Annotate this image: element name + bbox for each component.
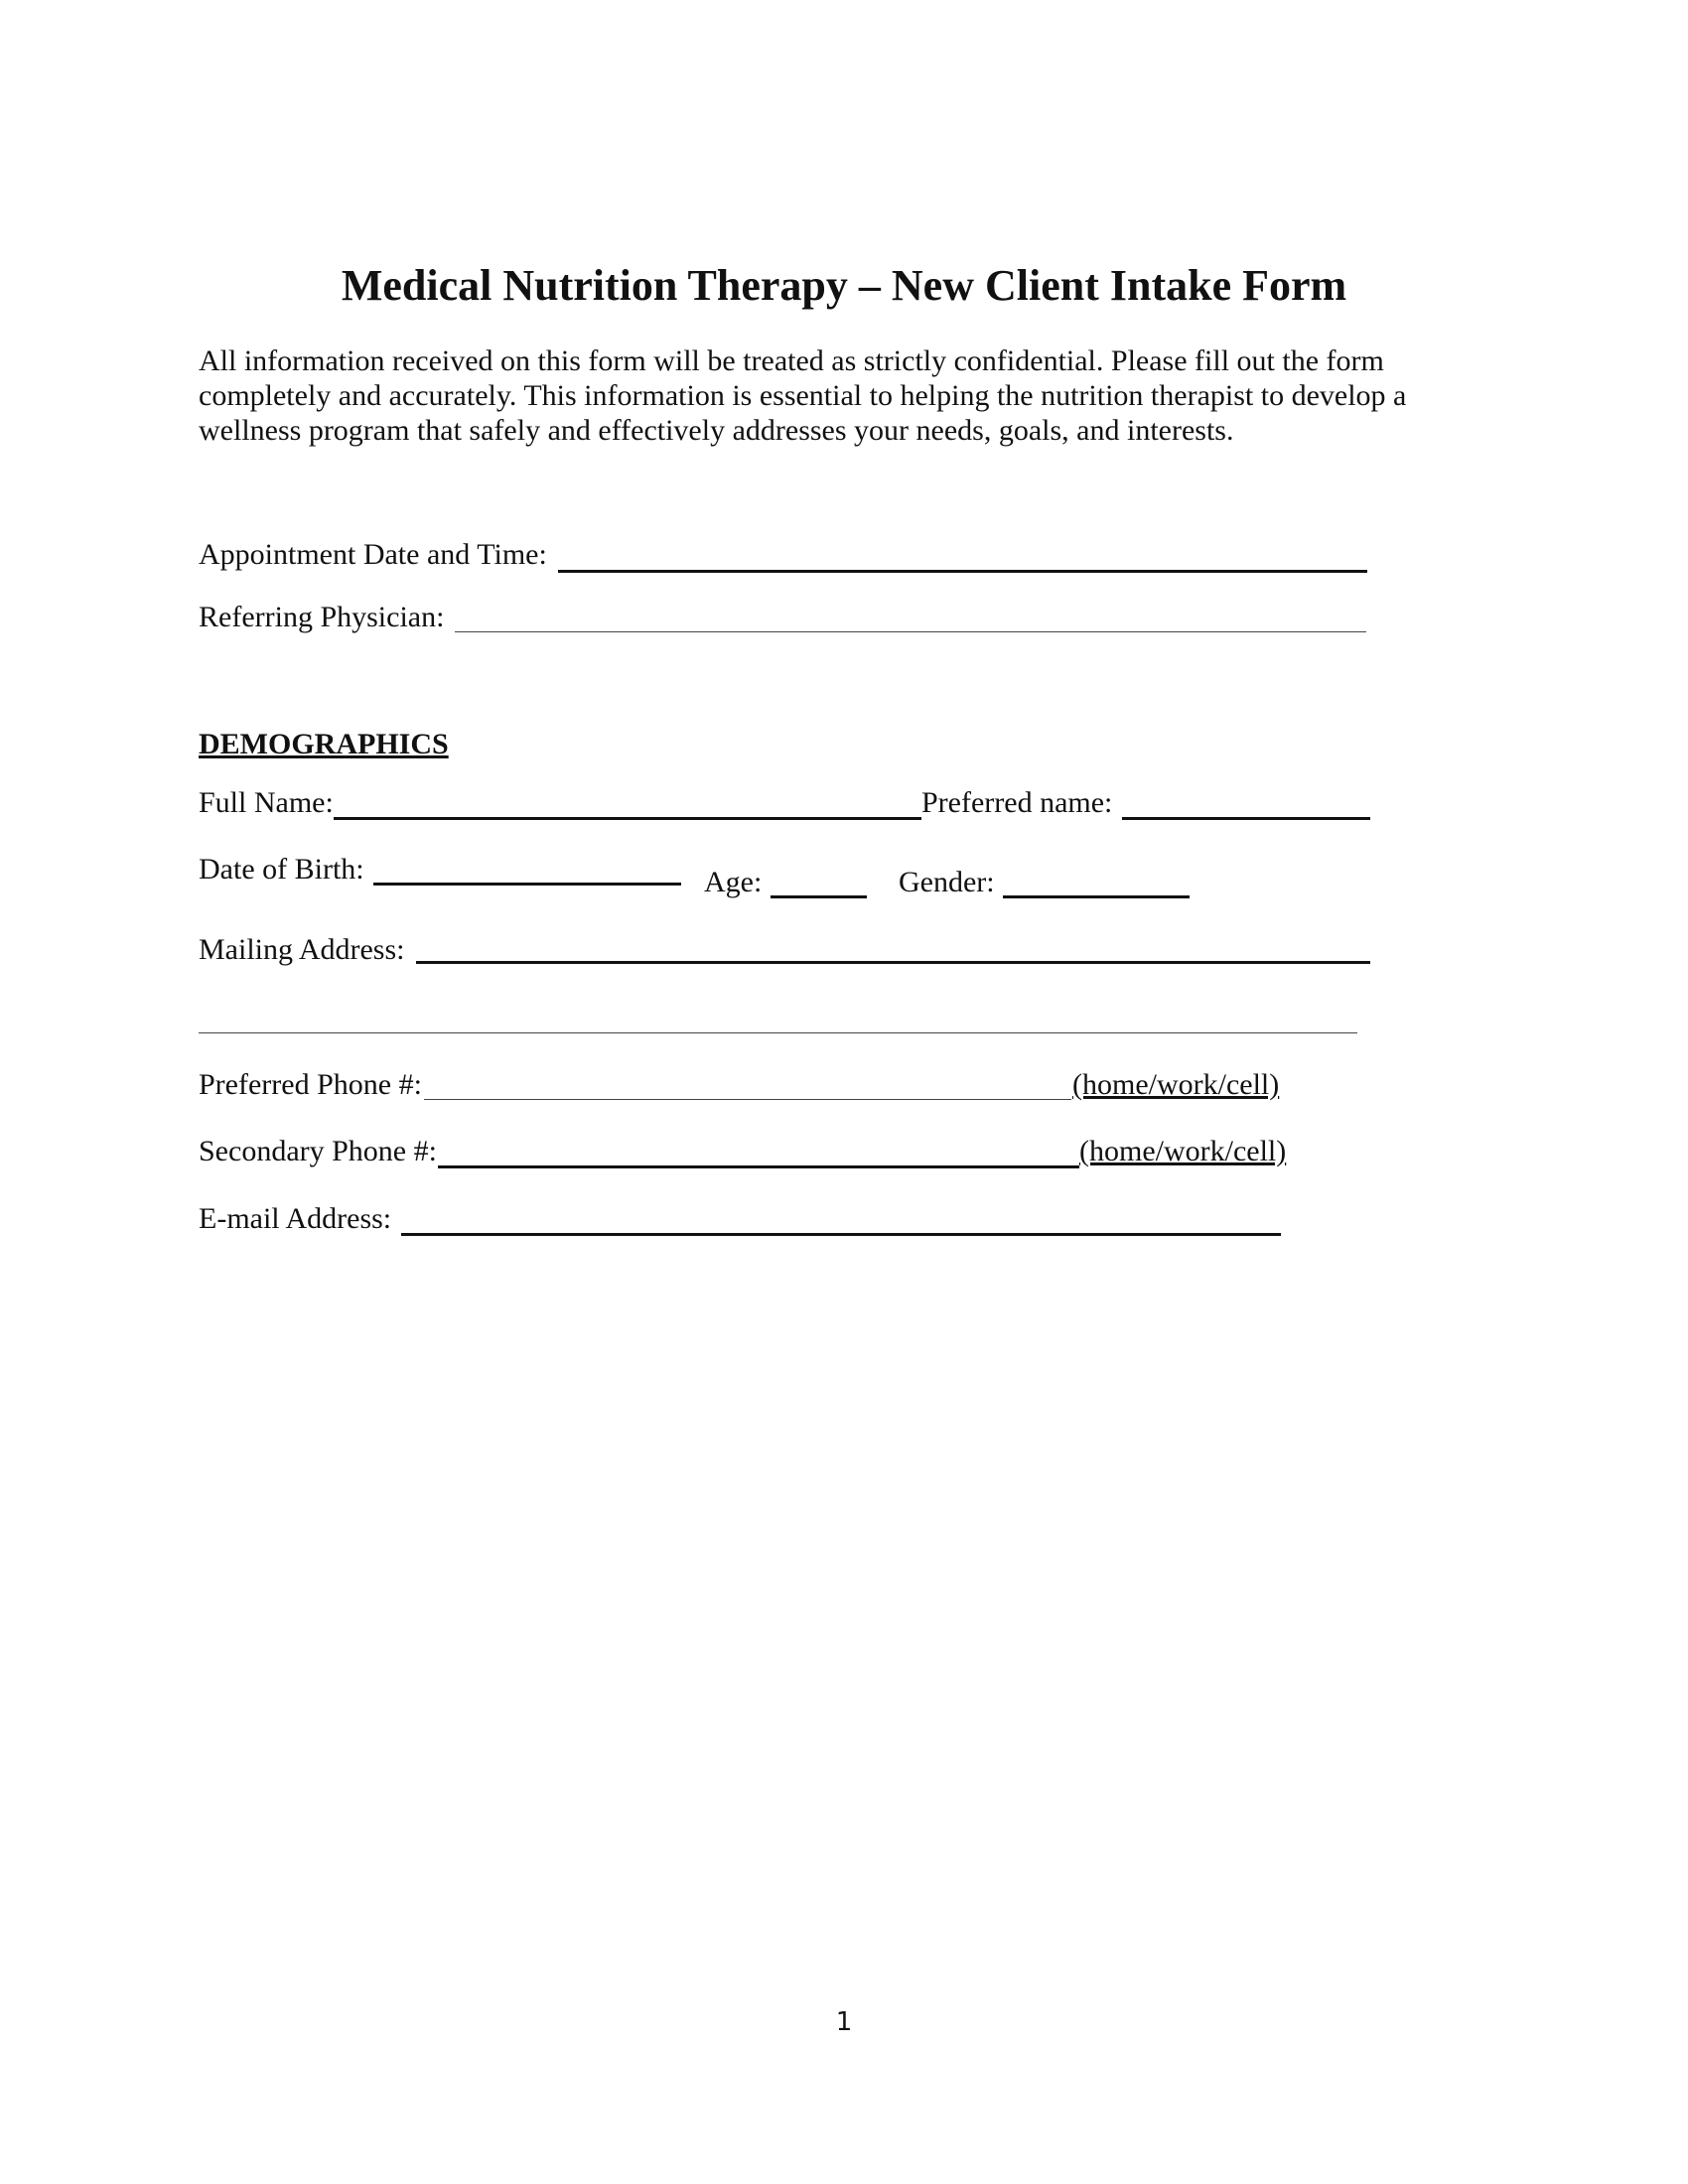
physician-label: Referring Physician: [199, 601, 445, 633]
page-number: 1 [835, 2007, 853, 2037]
full-name-label: Full Name: [199, 786, 334, 819]
demographics-heading: DEMOGRAPHICS [199, 728, 449, 760]
form-title: Medical Nutrition Therapy – New Client Intake Form [341, 261, 1347, 310]
email-label: E-mail Address: [199, 1202, 392, 1235]
preferred-phone-label: Preferred Phone #: [199, 1068, 422, 1101]
email-field[interactable] [401, 1233, 1281, 1236]
secondary-phone-field[interactable] [438, 1165, 1079, 1168]
preferred-phone-field[interactable] [424, 1099, 1071, 1100]
intro-paragraph: All information received on this form will be treated as strictly confidential. Please fill out the form completely and accurately. This information is essential to helping the nutrition therapist to develop a wellness program that safely and effectively addresses your needs, goals, and interests. [199, 344, 1407, 447]
appointment-field[interactable] [558, 570, 1367, 573]
age-label: Age: [704, 866, 763, 898]
gender-field[interactable] [1003, 895, 1190, 898]
mailing-address-field[interactable] [416, 961, 1370, 964]
dob-label: Date of Birth: [199, 853, 364, 886]
preferred-phone-type: (home/work/cell) [1072, 1068, 1280, 1101]
secondary-phone-type: (home/work/cell) [1079, 1135, 1287, 1167]
appointment-label: Appointment Date and Time: [199, 538, 547, 571]
mailing-address-line-2[interactable] [199, 1032, 1357, 1033]
preferred-name-label: Preferred name: [921, 786, 1113, 819]
full-name-field[interactable] [334, 817, 921, 820]
age-field[interactable] [771, 895, 867, 898]
mailing-address-label: Mailing Address: [199, 933, 405, 966]
preferred-name-field[interactable] [1122, 817, 1370, 820]
secondary-phone-label: Secondary Phone #: [199, 1135, 437, 1167]
gender-label: Gender: [899, 866, 995, 898]
dob-field[interactable] [373, 883, 681, 886]
physician-field[interactable] [455, 631, 1366, 632]
